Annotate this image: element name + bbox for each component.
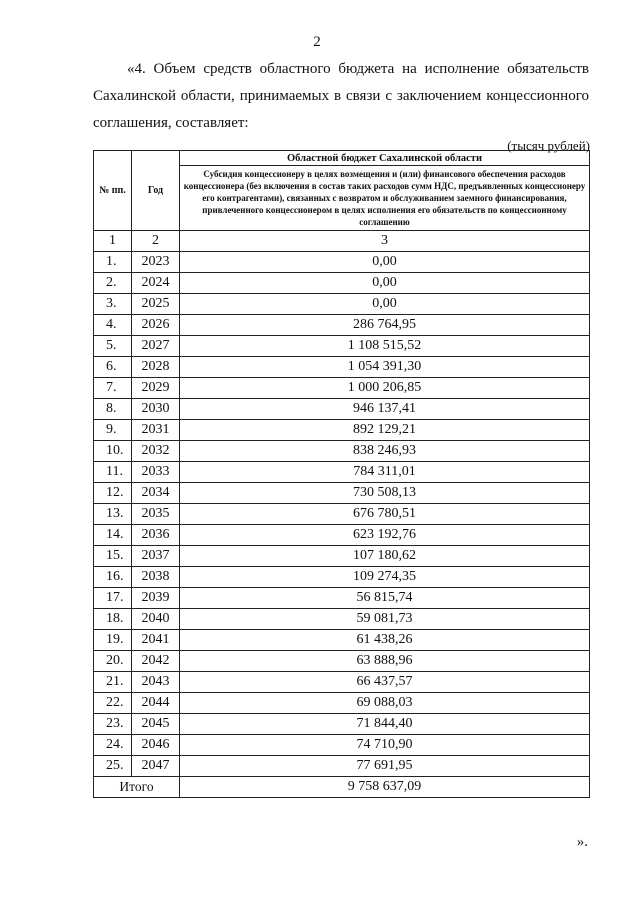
row-value-cell: 0,00: [180, 252, 590, 273]
row-number-cell: 23.: [94, 714, 132, 735]
table-row: [94, 651, 590, 672]
table-row: [94, 357, 590, 378]
row-year-cell: 2026: [132, 315, 180, 336]
row-year-cell: 2042: [132, 651, 180, 672]
row-number-cell: 19.: [94, 630, 132, 651]
row-value-cell: 286 764,95: [180, 315, 590, 336]
table-row: [94, 525, 590, 546]
header-budget-description: Субсидия концессионеру в целях возмещения и (или) финансового обеспечения расходов концессионера (без включения в состав таких расходов сумм НДС, предъявленных концессионеру его контрагентами), связанных с возвратом и обслуживанием заемного финансирования, привлеченного концессионером в целях исполнения его обязательств по концессионному соглашению: [180, 166, 590, 231]
table-row: [94, 462, 590, 483]
row-value-cell: 71 844,40: [180, 714, 590, 735]
row-number-cell: 1.: [94, 252, 132, 273]
row-year-cell: 2041: [132, 630, 180, 651]
row-year-cell: 2033: [132, 462, 180, 483]
index-cell: 2: [132, 231, 180, 252]
row-year-cell: 2028: [132, 357, 180, 378]
table-row: [94, 336, 590, 357]
row-year-cell: 2035: [132, 504, 180, 525]
row-value-cell: 676 780,51: [180, 504, 590, 525]
row-number-cell: 15.: [94, 546, 132, 567]
table-row: [94, 399, 590, 420]
index-cell: 1: [94, 231, 132, 252]
header-budget: Областной бюджет Сахалинской области: [180, 151, 590, 166]
row-value-cell: 730 508,13: [180, 483, 590, 504]
row-value-cell: 59 081,73: [180, 609, 590, 630]
row-number-cell: 20.: [94, 651, 132, 672]
table-row: [94, 735, 590, 756]
header-year: Год: [132, 151, 180, 231]
budget-table: [93, 150, 590, 798]
row-year-cell: 2043: [132, 672, 180, 693]
row-year-cell: 2040: [132, 609, 180, 630]
row-number-cell: 17.: [94, 588, 132, 609]
row-number-cell: 25.: [94, 756, 132, 777]
unit-note: (тысяч рублей): [507, 138, 590, 153]
table-row: [94, 273, 590, 294]
table-row: [94, 504, 590, 525]
table-row: [94, 294, 590, 315]
intro-line-2: Сахалинской области, принимаемых в связи с заключением концессионного: [93, 88, 589, 104]
total-label: Итого: [94, 777, 180, 798]
row-year-cell: 2024: [132, 273, 180, 294]
row-number-cell: 4.: [94, 315, 132, 336]
row-value-cell: 77 691,95: [180, 756, 590, 777]
row-number-cell: 10.: [94, 441, 132, 462]
table-row: [94, 630, 590, 651]
index-row: [94, 231, 590, 252]
row-value-cell: 784 311,01: [180, 462, 590, 483]
table-row: [94, 315, 590, 336]
row-value-cell: 1 000 206,85: [180, 378, 590, 399]
row-number-cell: 12.: [94, 483, 132, 504]
table-row: [94, 483, 590, 504]
table-row: [94, 567, 590, 588]
intro-paragraph: [93, 56, 589, 137]
row-number-cell: 2.: [94, 273, 132, 294]
table-row: [94, 588, 590, 609]
table-row: [94, 756, 590, 777]
row-year-cell: 2045: [132, 714, 180, 735]
row-year-cell: 2047: [132, 756, 180, 777]
row-number-cell: 3.: [94, 294, 132, 315]
row-value-cell: 1 054 391,30: [180, 357, 590, 378]
row-year-cell: 2046: [132, 735, 180, 756]
row-number-cell: 16.: [94, 567, 132, 588]
row-number-cell: 22.: [94, 693, 132, 714]
total-row: [94, 777, 590, 798]
header-number: № пп.: [94, 151, 132, 231]
row-value-cell: 892 129,21: [180, 420, 590, 441]
intro-line-3: соглашения, составляет:: [93, 115, 249, 131]
row-value-cell: 1 108 515,52: [180, 336, 590, 357]
table-row: [94, 609, 590, 630]
intro-line-1: «4. Объем средств областного бюджета на исполнение обязательств: [127, 61, 589, 77]
page-number: 2: [313, 34, 321, 50]
row-year-cell: 2039: [132, 588, 180, 609]
row-year-cell: 2034: [132, 483, 180, 504]
index-cell: 3: [180, 231, 590, 252]
row-value-cell: 61 438,26: [180, 630, 590, 651]
row-value-cell: 63 888,96: [180, 651, 590, 672]
closing-quote: ».: [576, 834, 588, 850]
row-number-cell: 6.: [94, 357, 132, 378]
row-value-cell: 0,00: [180, 273, 590, 294]
row-year-cell: 2036: [132, 525, 180, 546]
row-value-cell: 66 437,57: [180, 672, 590, 693]
row-year-cell: 2029: [132, 378, 180, 399]
row-value-cell: 0,00: [180, 294, 590, 315]
table-row: [94, 420, 590, 441]
table-row: [94, 546, 590, 567]
table-row: [94, 441, 590, 462]
row-value-cell: 838 246,93: [180, 441, 590, 462]
table-body: [94, 231, 590, 777]
row-year-cell: 2027: [132, 336, 180, 357]
row-value-cell: 623 192,76: [180, 525, 590, 546]
row-number-cell: 8.: [94, 399, 132, 420]
row-year-cell: 2030: [132, 399, 180, 420]
row-value-cell: 107 180,62: [180, 546, 590, 567]
row-value-cell: 56 815,74: [180, 588, 590, 609]
row-number-cell: 21.: [94, 672, 132, 693]
row-number-cell: 24.: [94, 735, 132, 756]
table-row: [94, 378, 590, 399]
row-value-cell: 109 274,35: [180, 567, 590, 588]
row-number-cell: 13.: [94, 504, 132, 525]
table-row: [94, 693, 590, 714]
total-value: 9 758 637,09: [180, 777, 590, 798]
row-number-cell: 18.: [94, 609, 132, 630]
row-value-cell: 74 710,90: [180, 735, 590, 756]
row-year-cell: 2025: [132, 294, 180, 315]
row-value-cell: 69 088,03: [180, 693, 590, 714]
row-year-cell: 2037: [132, 546, 180, 567]
row-value-cell: 946 137,41: [180, 399, 590, 420]
row-year-cell: 2031: [132, 420, 180, 441]
row-year-cell: 2038: [132, 567, 180, 588]
row-year-cell: 2044: [132, 693, 180, 714]
row-number-cell: 7.: [94, 378, 132, 399]
row-year-cell: 2032: [132, 441, 180, 462]
row-number-cell: 11.: [94, 462, 132, 483]
row-number-cell: 9.: [94, 420, 132, 441]
row-year-cell: 2023: [132, 252, 180, 273]
table-row: [94, 252, 590, 273]
row-number-cell: 14.: [94, 525, 132, 546]
table-row: [94, 714, 590, 735]
table-row: [94, 672, 590, 693]
row-number-cell: 5.: [94, 336, 132, 357]
